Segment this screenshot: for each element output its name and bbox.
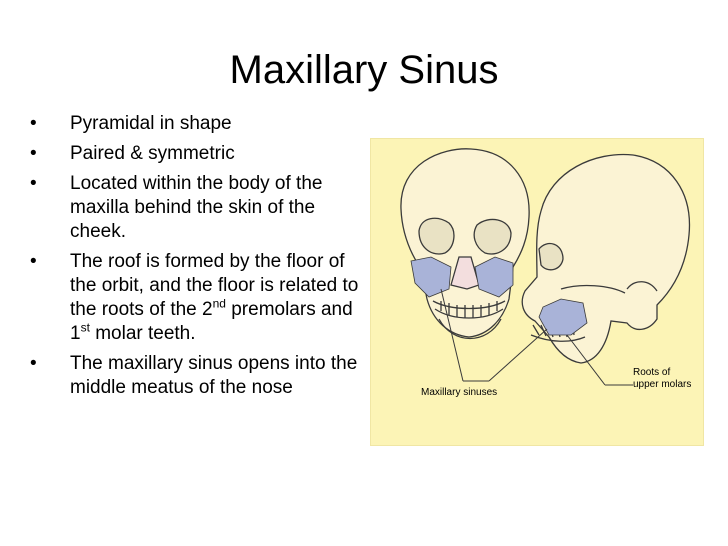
bullet-text	[70, 251, 358, 344]
bullet-list	[30, 112, 360, 406]
skull-illustration	[370, 138, 704, 446]
bullet-text: Located within the body of the maxilla behind the skin of the cheek.	[70, 173, 323, 242]
bullet-marker: •	[30, 113, 37, 134]
bullet-text: Paired & symmetric	[70, 143, 235, 164]
bullet-text-part: molar teeth.	[89, 323, 196, 344]
maxillary-sinuses-label: Maxillary sinuses	[421, 387, 498, 398]
bullet-marker: •	[30, 251, 37, 272]
bullet-marker: •	[30, 353, 37, 374]
bullet-marker: •	[30, 173, 37, 194]
bullet-item	[30, 112, 360, 136]
bullet-item	[30, 250, 360, 346]
bullet-text: The maxillary sinus opens into the middle meatus of the nose	[70, 353, 358, 398]
slide-title: Maxillary Sinus	[229, 48, 499, 92]
bullet-text: Pyramidal in shape	[70, 113, 232, 134]
bullet-marker: •	[30, 143, 37, 164]
bullet-item	[30, 172, 360, 244]
roots-of-upper-molars-label: Roots of upper molars	[633, 367, 692, 390]
bullet-text-part: premolars and 1	[70, 299, 353, 344]
bullet-item	[30, 142, 360, 166]
skull-drawing	[371, 139, 703, 445]
bullet-text-part: The roof is formed by the floor of the orbit, and the floor is related to the roots of the 2	[70, 251, 359, 320]
ordinal-suffix: nd	[212, 296, 226, 311]
bullet-item	[30, 352, 360, 400]
ordinal-suffix: st	[80, 320, 90, 335]
frontal-skull	[401, 149, 529, 339]
